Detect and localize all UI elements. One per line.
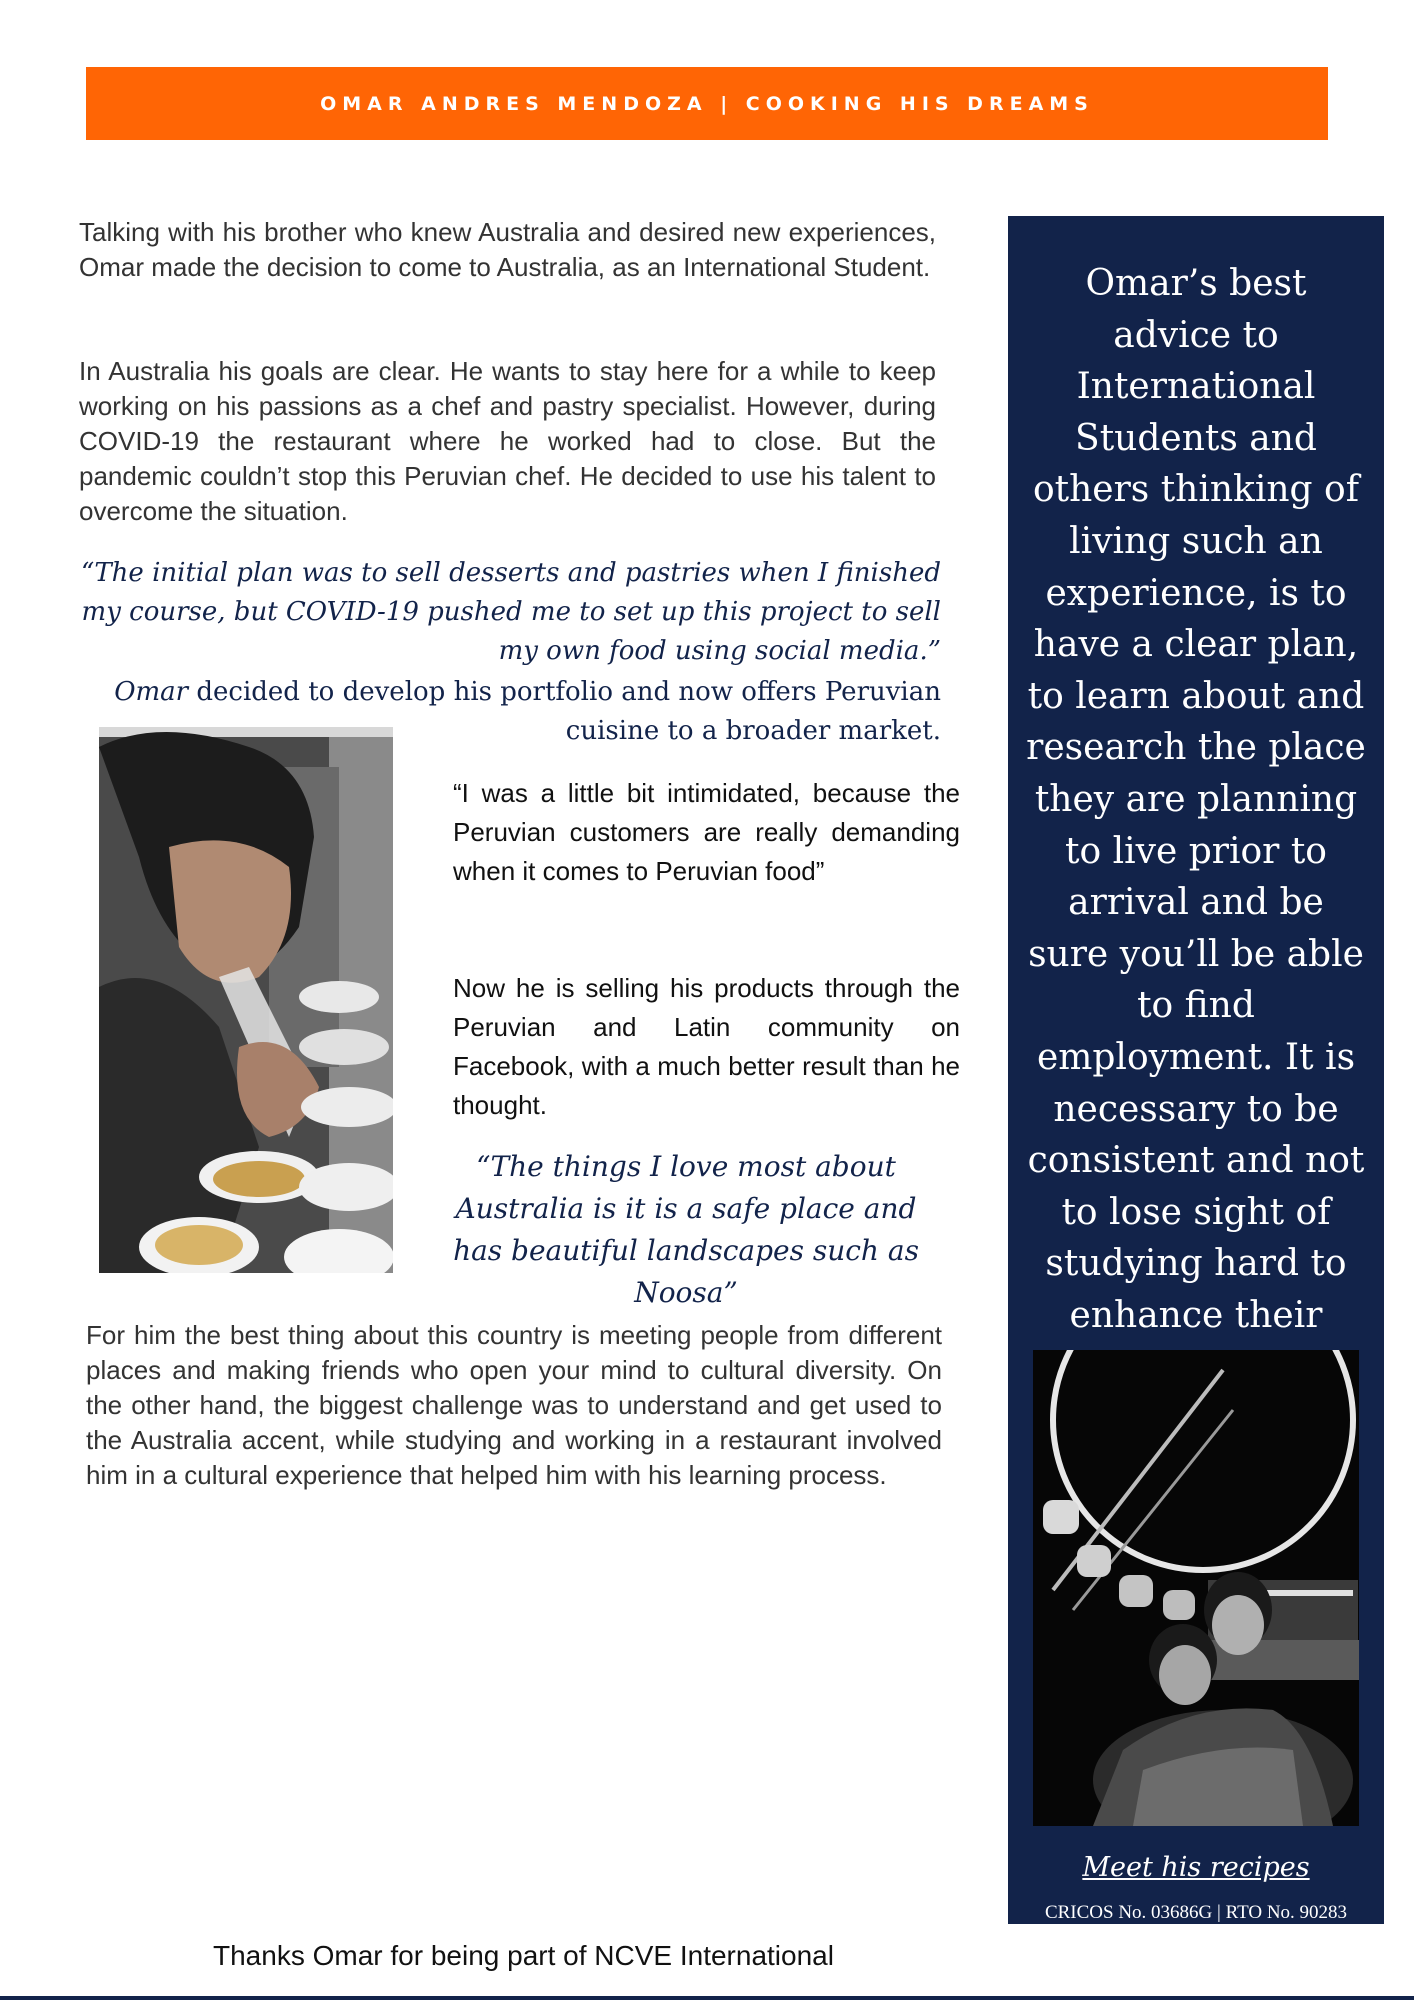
couple-photo	[1033, 1350, 1359, 1826]
portfolio-name: Omar	[114, 677, 189, 707]
title-banner	[86, 67, 1328, 140]
advice-sidebar	[1008, 216, 1384, 1924]
ferris-wheel-icon	[1033, 1350, 1359, 1826]
thanks-footer: Thanks Omar for being part of NCVE International	[213, 1940, 834, 1971]
advice-text: Omar’s best advice to International Students and others thinking of living such an experience, is to have a clear plan, to learn about and research the place they are planning to live prior to arrival and be sure you’ll be able to find employment. It is necessary to be consistent and not to lose sight of studying hard to enhance their	[1026, 263, 1366, 1336]
quote-initial-plan: “The initial plan was to sell desserts and pastries when I finished my course, but COVID-19 pushed me to set up this project to sell my own food using social media.”	[81, 558, 941, 666]
cricos-number: CRICOS No. 03686G | RTO No. 90283	[1044, 1902, 1348, 1923]
quote-australia: “The things I love most about Australia is it is a safe place and has beautiful landscapes such as Noosa”	[453, 1150, 919, 1309]
banner-title: OMAR ANDRES MENDOZA | COOKING HIS DREAMS	[320, 92, 1094, 115]
quote-intimidated: “I was a little bit intimidated, because the Peruvian customers are really demanding when it comes to Peruvian food”	[453, 778, 960, 886]
portfolio-text: decided to develop his portfolio and now offers Peruvian cuisine to a broader market.	[188, 677, 941, 746]
chef-piping-icon	[99, 727, 393, 1273]
paragraph-goals: In Australia his goals are clear. He wants to stay here for a while to keep working on his passions as a chef and pastry specialist. However, during COVID-19 the restaurant where he worked had to close. But the pandemic couldn’t stop this Peruvian chef. He decided to use his talent to overcome the situation.	[79, 356, 936, 526]
paragraph-intro: Talking with his brother who knew Australia and desired new experiences, Omar made the decision to come to Australia, as an International Student.	[79, 217, 936, 282]
bottom-divider	[0, 1996, 1414, 2000]
paragraph-best-thing: For him the best thing about this country is meeting people from different places and making friends who open your mind to cultural diversity. On the other hand, the biggest challenge was to understand and get used to the Australia accent, while studying and working in a restaurant involved him in a cultural experience that helped him with his learning process.	[86, 1320, 942, 1490]
chef-photo	[99, 727, 393, 1273]
paragraph-facebook: Now he is selling his products through the Peruvian and Latin community on Facebook, with a much better result than he thought.	[453, 973, 960, 1120]
meet-recipes-link[interactable]: Meet his recipes	[1082, 1852, 1310, 1883]
